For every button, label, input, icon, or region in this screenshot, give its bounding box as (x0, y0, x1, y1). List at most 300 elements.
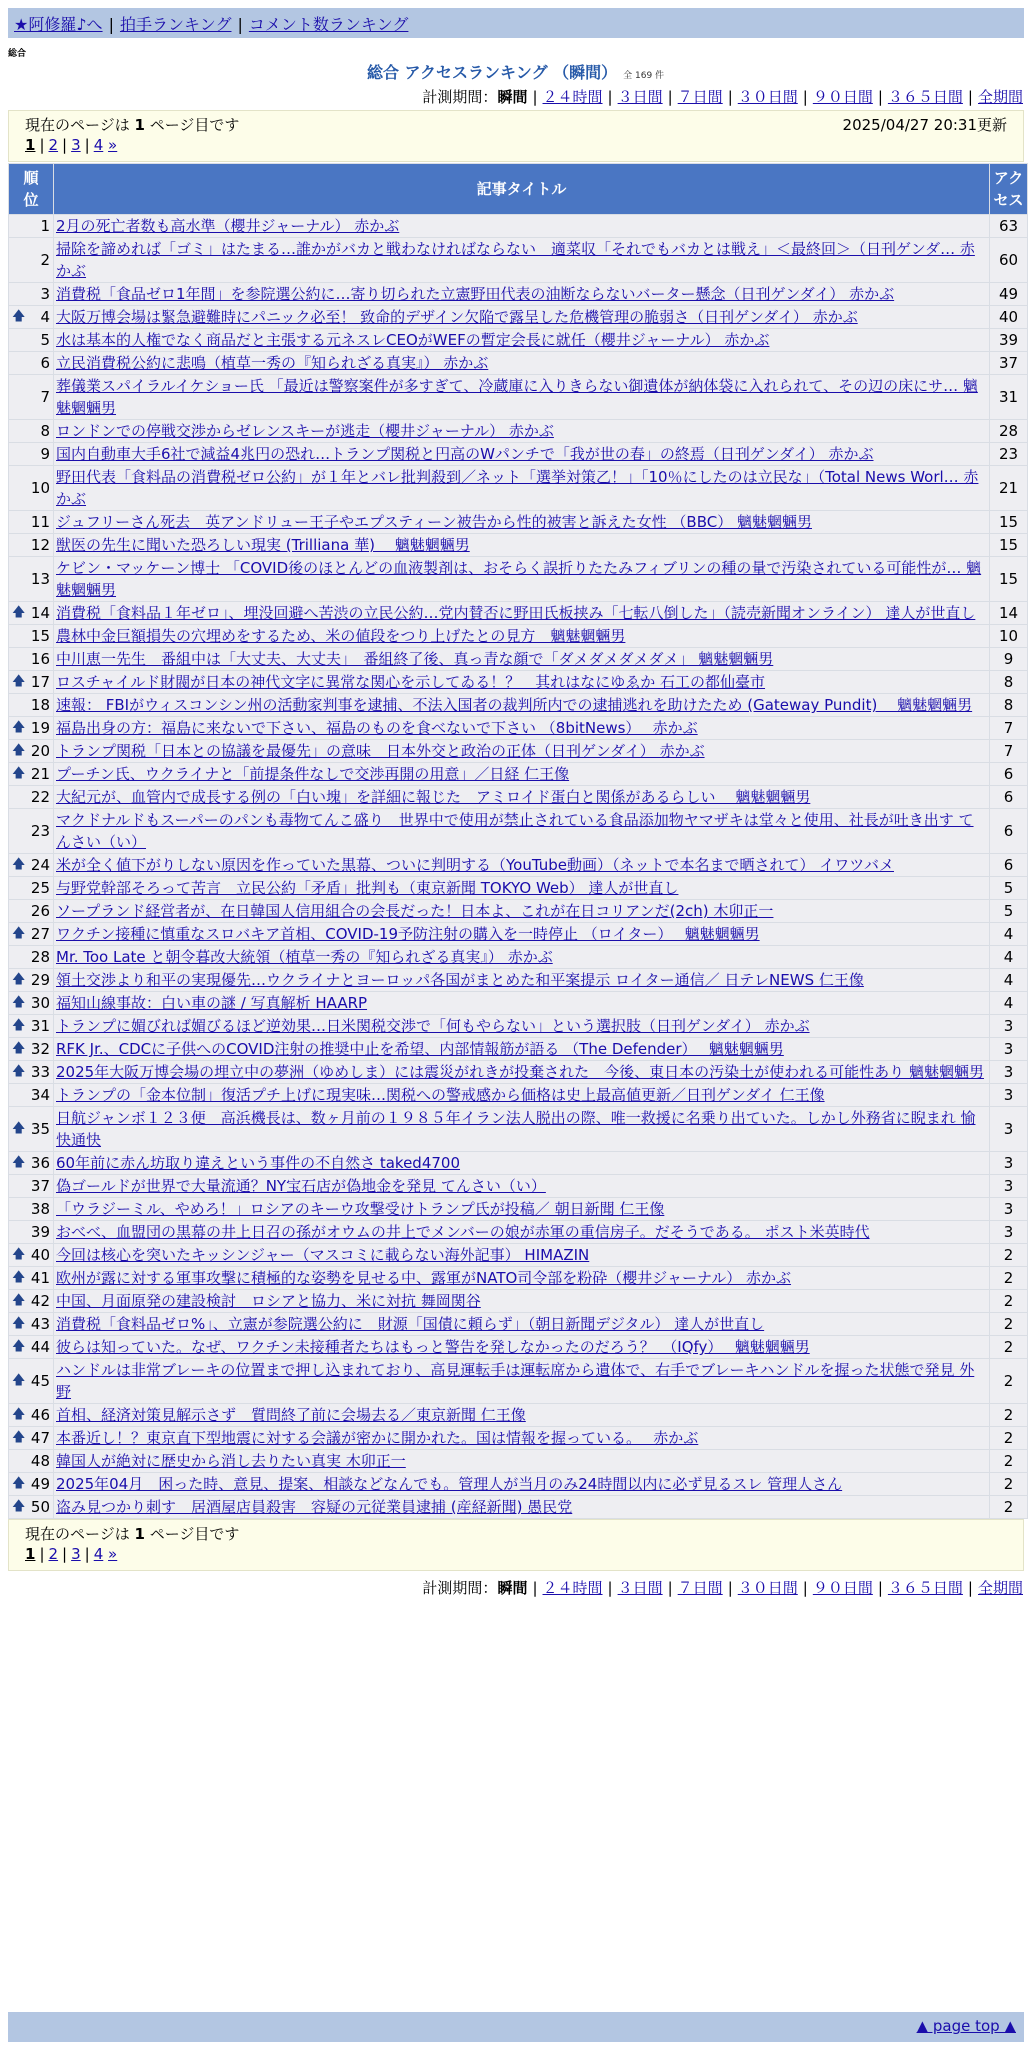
title-cell (54, 534, 989, 556)
up-arrow-icon: 🡅 (12, 995, 26, 1010)
period-link[interactable]: 全期間 (977, 88, 1023, 106)
title-cell (54, 809, 989, 853)
rank-number: 34 (30, 1086, 50, 1104)
article-link[interactable]: RFK Jr.、CDCに子供へのCOVID注射の推奨中止を希望、内部情報筋が語る （The Defender） 魑魅魍魎男 (56, 1040, 784, 1058)
access-count: 7 (990, 717, 1027, 739)
article-link[interactable]: ロンドンでの停戦交渉からゼレンスキーが逃走（櫻井ジャーナル） 赤かぶ (56, 422, 554, 440)
period-link[interactable]: ９０日間 (812, 88, 873, 106)
access-count: 60 (990, 238, 1027, 282)
rank-cell (9, 763, 53, 785)
access-count: 3 (990, 1038, 1027, 1060)
table-row (9, 1450, 1027, 1472)
updated-timestamp: 2025/04/27 20:31更新 (842, 116, 1007, 134)
rank-cell (9, 557, 53, 601)
table-row (9, 1221, 1027, 1243)
up-arrow-icon: 🡅 (12, 1155, 26, 1170)
rank-number: 30 (30, 994, 50, 1012)
table-row (9, 786, 1027, 808)
article-link[interactable]: 首相、経済対策見解示さず 質問終了前に会場去る／東京新聞 仁王像 (56, 1406, 526, 1424)
up-arrow-icon: 🡅 (12, 674, 26, 689)
period-separator: | (607, 1579, 613, 1597)
rank-number: 39 (30, 1223, 50, 1241)
title-cell (54, 1152, 989, 1174)
title-cell (54, 1084, 989, 1106)
article-link[interactable]: ソープランド経営者が、在日韓国人信用組合の会長だった！日本よ、これが在日コリアンだ(2ch) 木卯正一 (56, 902, 774, 920)
table-row (9, 1198, 1027, 1220)
period-selector-bottom (422, 1577, 1023, 1598)
title-cell (54, 1496, 989, 1518)
article-link[interactable]: トランプに媚びれば媚びるほど逆効果…日米関税交渉で「何もやらない」という選択肢（日刊ゲンダイ） 赤かぶ (56, 1017, 810, 1035)
article-link[interactable]: 消費税「食料品１年ゼロ」、埋没回避へ苦渋の立民公約…党内賛否に野田氏板挟み「七転八倒した」（読売新聞オンライン） 達人が世直し (56, 604, 976, 622)
article-link[interactable]: 偽ゴールドが世界で大量流通？NY宝石店が偽地金を発見 てんさい（い） (56, 1177, 546, 1195)
rank-number: 1 (40, 217, 50, 235)
rank-cell (9, 1496, 53, 1518)
table-row (9, 1152, 1027, 1174)
table-row (9, 625, 1027, 647)
title-cell (54, 1336, 989, 1358)
period-separator: | (877, 88, 883, 106)
table-row (9, 1084, 1027, 1106)
title-cell (54, 1313, 989, 1335)
access-count: 4 (990, 969, 1027, 991)
pager-link[interactable]: 4 (93, 1545, 104, 1563)
article-link[interactable]: ケビン・マッケーン博士 「COVID後のほとんどの血液製剤は、おそらく誤折りたたみフィブリンの種の量で汚染されている可能性が… 魑魅魍魎男 (56, 559, 982, 599)
article-link[interactable]: 2月の死亡者数も高水準（櫻井ジャーナル） 赤かぶ (56, 217, 400, 235)
period-link[interactable]: ７日間 (677, 88, 723, 106)
rank-cell (9, 854, 53, 876)
access-count: 5 (990, 877, 1027, 899)
article-link[interactable]: おべべ、血盟団の黒幕の井上日召の孫がオウムの井上でメンバーの娘が赤軍の重信房子。だそうである。 ポスト米英時代 (56, 1223, 870, 1241)
bottom-bar (8, 2012, 1024, 2042)
article-link[interactable]: 2025年04月 困った時、意見、提案、相談などなんでも。管理人が当月のみ24時間以内に必ず見るスレ 管理人さん (56, 1475, 843, 1493)
table-row (9, 1244, 1027, 1266)
article-link[interactable]: 野田代表「食料品の消費税ゼロ公約」が１年とバレ批判殺到／ネット「選挙対策乙！」「10％にしたのは立民な」（Total News Worl… 赤かぶ (56, 468, 979, 508)
access-count: 2 (990, 1473, 1027, 1495)
rank-cell (9, 969, 53, 991)
pager-current: 1 (25, 1545, 36, 1563)
access-count: 31 (990, 375, 1027, 419)
access-count: 8 (990, 694, 1027, 716)
period-link[interactable]: ３６５日間 (887, 1579, 963, 1597)
header-access: アクセス (990, 164, 1027, 214)
table-row (9, 648, 1027, 670)
nav-link-clap-ranking[interactable]: 拍手ランキング (119, 15, 232, 34)
up-arrow-icon: 🡅 (12, 1373, 26, 1388)
rank-cell (9, 1244, 53, 1266)
title-cell (54, 329, 989, 351)
pager-link[interactable]: 2 (48, 1545, 59, 1563)
rank-cell (9, 511, 53, 533)
period-label: 計測期間： (422, 88, 498, 106)
article-link[interactable]: 国内自動車大手6社で減益4兆円の恐れ…トランプ関税と円高のWパンチで「我が世の春」の終焉（日刊ゲンダイ） 赤かぶ (56, 445, 874, 463)
period-link[interactable]: ７日間 (677, 1579, 723, 1597)
title-cell (54, 1061, 989, 1083)
rank-cell (9, 717, 53, 739)
nav-separator: | (108, 15, 114, 34)
article-link[interactable]: 2025年大阪万博会場の埋立中の夢洲（ゆめしま）には震災がれきが投棄された 今後、東日本の汚染土が使われる可能性あり 魑魅魍魎男 (56, 1063, 984, 1081)
period-link[interactable]: ３０日間 (737, 88, 798, 106)
rank-cell (9, 900, 53, 922)
rank-number: 36 (30, 1154, 50, 1172)
access-count: 2 (990, 1450, 1027, 1472)
period-separator: | (607, 88, 613, 106)
table-row (9, 1038, 1027, 1060)
rank-number: 28 (30, 948, 50, 966)
title-cell (54, 717, 989, 739)
article-link[interactable]: 盗み見つかり刺す 居酒屋店員殺害 容疑の元従業員逮捕 (産経新聞) 愚民党 (56, 1498, 573, 1516)
up-arrow-icon: 🡅 (12, 926, 26, 941)
rank-number: 50 (30, 1498, 50, 1516)
rank-number: 45 (30, 1372, 50, 1390)
rank-cell (9, 602, 53, 624)
table-row (9, 1061, 1027, 1083)
rank-number: 10 (30, 479, 50, 497)
period-selector-top (422, 86, 1023, 107)
table-row (9, 946, 1027, 968)
pager-separator: | (62, 136, 68, 154)
article-link[interactable]: 消費税「食料品ゼロ%」、立憲が参院選公約に 財源「国債に頼らず」（朝日新聞デジタル） 達人が世直し (56, 1315, 765, 1333)
rank-cell (9, 625, 53, 647)
table-row (9, 969, 1027, 991)
rank-cell (9, 946, 53, 968)
article-link[interactable]: 米が全く値下がりしない原因を作っていた黒幕、ついに判明する（YouTube動画）（ネットで本名まで晒されて） イワツバメ (56, 856, 894, 874)
pager-separator: | (84, 136, 90, 154)
title-cell (54, 602, 989, 624)
table-row (9, 1473, 1027, 1495)
table-row (9, 420, 1027, 442)
title-cell (54, 215, 989, 237)
article-link[interactable]: 60年前に赤ん坊取り違えという事件の不自然さ taked4700 (56, 1154, 461, 1172)
title-cell (54, 1175, 989, 1197)
article-link[interactable]: 立民消費税公約に悲鳴（植草一秀の『知られざる真実』） 赤かぶ (56, 354, 489, 372)
article-link[interactable]: 韓国人が絶対に歴史から消し去りたい真実 木卯正一 (56, 1452, 406, 1470)
article-link[interactable]: ワクチン接種に慎重なスロバキア首相、COVID-19予防注射の購入を一時停止 （ロイター） 魑魅魍魎男 (56, 925, 760, 943)
rank-number: 40 (30, 1246, 50, 1264)
rank-number: 4 (40, 308, 50, 326)
access-count: 37 (990, 352, 1027, 374)
rank-cell (9, 443, 53, 465)
period-separator: | (802, 1579, 808, 1597)
up-arrow-icon: 🡅 (12, 1407, 26, 1422)
table-row (9, 238, 1027, 282)
title-cell (54, 466, 989, 510)
rank-number: 13 (30, 570, 50, 588)
table-row (9, 1496, 1027, 1518)
up-arrow-icon: 🡅 (12, 1041, 26, 1056)
rank-cell (9, 1313, 53, 1335)
table-row (9, 215, 1027, 237)
top-nav (8, 8, 1024, 38)
rank-number: 20 (30, 742, 50, 760)
rank-cell (9, 740, 53, 762)
pager-current: 1 (25, 136, 36, 154)
table-row (9, 809, 1027, 853)
table-row (9, 1359, 1027, 1403)
pager-next-link[interactable]: » (108, 1545, 118, 1563)
access-count: 2 (990, 1427, 1027, 1449)
article-link[interactable]: マクドナルドもスーパーのパンも毒物てんこ盛り 世界中で使用が禁止されている食品添加物ヤマザキは堂々と使用、社長が吐き出す てんさい（い） (56, 811, 974, 851)
article-link[interactable]: 日航ジャンボ１２３便 高浜機長は、数ヶ月前の１９８５年イラン法人脱出の際、唯一救援に名乗り出ていた。しかし外務省に睨まれ 愉快通快 (56, 1109, 976, 1149)
article-link[interactable]: 葬儀業スパイラルイケショー氏 「最近は警察案件が多すぎて、冷蔵庫に入りきらない御遺体が納体袋に入れられて、その辺の床にサ… 魑魅魍魎男 (56, 377, 978, 417)
rank-number: 5 (40, 331, 50, 349)
access-count: 2 (990, 1290, 1027, 1312)
title-cell (54, 763, 989, 785)
article-link[interactable]: 消費税「食品ゼロ1年間」を参院選公約に…寄り切られた立憲野田代表の油断ならないバーター懸念（日刊ゲンダイ） 赤かぶ (56, 285, 895, 303)
pager-link[interactable]: 3 (71, 1545, 81, 1563)
table-row (9, 557, 1027, 601)
access-count: 28 (990, 420, 1027, 442)
title-cell (54, 306, 989, 328)
table-row (9, 1015, 1027, 1037)
title-cell (54, 923, 989, 945)
article-link[interactable]: 大紀元が、血管内で成長する例の「白い塊」を詳細に報じた アミロイド蛋白と関係があるらしい 魑魅魍魎男 (56, 788, 811, 806)
nav-link-home[interactable]: ★阿修羅♪へ (14, 15, 103, 34)
rank-number: 12 (30, 536, 50, 554)
rank-cell (9, 1427, 53, 1449)
rank-number: 33 (30, 1063, 50, 1081)
rank-cell (9, 694, 53, 716)
up-arrow-icon: 🡅 (12, 1430, 26, 1445)
article-link[interactable]: 彼らは知っていた。なぜ、ワクチン未接種者たちはもっと警告を発しなかったのだろう？ （IQfy） 魑魅魍魎男 (56, 1338, 810, 1356)
rank-number: 15 (30, 627, 50, 645)
rank-number: 48 (30, 1452, 50, 1470)
table-row (9, 602, 1027, 624)
period-link[interactable]: ２４時間 (542, 88, 603, 106)
table-row (9, 877, 1027, 899)
article-link[interactable]: プーチン氏、ウクライナと「前提条件なしで交渉再開の用意」／日経 仁王像 (56, 765, 570, 783)
article-link[interactable]: トランプの「金本位制」復活プチ上げに現実味…関税への警戒感から価格は史上最高値更新／日刊ゲンダイ 仁王像 (56, 1086, 825, 1104)
title-cell (54, 1290, 989, 1312)
header-title: 記事タイトル (54, 164, 989, 214)
up-arrow-icon: 🡅 (12, 1121, 26, 1136)
table-row (9, 923, 1027, 945)
access-count: 15 (990, 534, 1027, 556)
period-separator: | (877, 1579, 883, 1597)
rank-cell (9, 877, 53, 899)
table-row (9, 329, 1027, 351)
article-link[interactable]: 「ウラジーミル、やめろ！」ロシアのキーウ攻撃受けトランプ氏が投稿／ 朝日新聞 仁王像 (56, 1200, 665, 1218)
period-link[interactable]: ９０日間 (812, 1579, 873, 1597)
article-link[interactable]: 水は基本的人権でなく商品だと主張する元ネスレCEOがWEFの暫定会長に就任（櫻井ジャーナル） 赤かぶ (56, 331, 770, 349)
pager-separator: | (84, 1545, 90, 1563)
period-link[interactable]: 全期間 (977, 1579, 1023, 1597)
rank-cell (9, 1290, 53, 1312)
access-count: 3 (990, 1061, 1027, 1083)
article-link[interactable]: ハンドルは非常ブレーキの位置まで押し込まれており、高見運転手は運転席から遺体で、右手でブレーキハンドルを握った状態で発見 外野 (56, 1361, 975, 1401)
rank-cell (9, 1175, 53, 1197)
info-box-bottom (8, 1519, 1024, 1571)
rank-number: 46 (30, 1406, 50, 1424)
title-cell (54, 854, 989, 876)
table-row (9, 1267, 1027, 1289)
up-arrow-icon: 🡅 (12, 766, 26, 781)
title-cell (54, 648, 989, 670)
article-link[interactable]: 領土交渉より和平の実現優先…ウクライナとヨーロッパ各国がまとめた和平案提示 ロイター通信／ 日テレNEWS 仁王像 (56, 971, 864, 989)
table-row (9, 1175, 1027, 1197)
title-cell (54, 877, 989, 899)
period-link[interactable]: ３６５日間 (887, 88, 963, 106)
title-cell (54, 557, 989, 601)
table-row (9, 671, 1027, 693)
article-link[interactable]: 福島出身の方：福島に来ないで下さい、福島のものを食べないで下さい （8bitNews） 赤かぶ (56, 719, 698, 737)
pager-link[interactable]: 3 (71, 136, 81, 154)
up-arrow-icon: 🡅 (12, 857, 26, 872)
article-link[interactable]: 欧州が露に対する軍事攻撃に積極的な姿勢を見せる中、露軍がNATO司令部を粉砕（櫻井ジャーナル） 赤かぶ (56, 1269, 792, 1287)
rank-cell (9, 1198, 53, 1220)
title-cell (54, 1221, 989, 1243)
rank-cell (9, 1404, 53, 1426)
table-row (9, 306, 1027, 328)
article-link[interactable]: 今回は核心を突いたキッシンジャー（マスコミに載らない海外記事） HIMAZIN (56, 1246, 590, 1264)
period-label: 計測期間： (422, 1579, 498, 1597)
header-rank: 順位 (9, 164, 53, 214)
period-separator: | (667, 88, 673, 106)
period-link[interactable]: ３０日間 (737, 1579, 798, 1597)
article-link[interactable]: 中国、月面原発の建設検討 ロシアと協力、米に対抗 舞岡関谷 (56, 1292, 481, 1310)
period-link[interactable]: ３日間 (617, 88, 663, 106)
rank-cell (9, 1152, 53, 1174)
pager-next-link[interactable]: » (108, 136, 118, 154)
table-row (9, 854, 1027, 876)
rank-cell (9, 283, 53, 305)
article-link[interactable]: トランプ関税「日本との協議を最優先」の意味 日本外交と政治の正体（日刊ゲンダイ） 赤かぶ (56, 742, 705, 760)
up-arrow-icon: 🡅 (12, 1247, 26, 1262)
rank-cell (9, 306, 53, 328)
title-cell (54, 671, 989, 693)
rank-cell (9, 534, 53, 556)
rank-number: 9 (40, 445, 50, 463)
nav-link-comment-ranking[interactable]: コメント数ランキング (248, 15, 409, 34)
access-count: 6 (990, 763, 1027, 785)
rank-cell (9, 1221, 53, 1243)
access-count: 8 (990, 671, 1027, 693)
rank-number: 23 (30, 822, 50, 840)
title-cell (54, 511, 989, 533)
table-row (9, 694, 1027, 716)
rank-number: 22 (30, 788, 50, 806)
rank-cell (9, 420, 53, 442)
table-row (9, 992, 1027, 1014)
article-link[interactable]: 大阪万博会場は緊急避難時にパニック必至！ 致命的デザイン欠陥で露呈した危機管理の脆弱さ（日刊ゲンダイ） 赤かぶ (56, 308, 858, 326)
article-link[interactable]: 福知山線事故：白い車の謎 / 写真解析 HAARP (56, 994, 368, 1012)
rank-number: 16 (30, 650, 50, 668)
access-count: 15 (990, 557, 1027, 601)
period-link[interactable]: ３日間 (617, 1579, 663, 1597)
rank-cell (9, 1061, 53, 1083)
up-arrow-icon: 🡅 (12, 743, 26, 758)
rank-number: 47 (30, 1429, 50, 1447)
rank-number: 24 (30, 856, 50, 874)
rank-cell (9, 992, 53, 1014)
rank-number: 29 (30, 971, 50, 989)
rank-number: 49 (30, 1475, 50, 1493)
up-arrow-icon: 🡅 (12, 1064, 26, 1079)
access-count: 9 (990, 648, 1027, 670)
access-count: 15 (990, 511, 1027, 533)
table-row (9, 443, 1027, 465)
current-page-text-bottom: 現在のページは 1 ページ目です (25, 1525, 240, 1543)
page-top-link[interactable]: ▲ page top ▲ (916, 2017, 1016, 2035)
table-row (9, 352, 1027, 374)
article-link[interactable]: ロスチャイルド財閥が日本の神代文字に異常な関心を示してゐる！？ 其れはなにゆゑか 石工の都仙臺市 (56, 673, 766, 691)
access-count: 23 (990, 443, 1027, 465)
access-count: 2 (990, 1496, 1027, 1518)
rank-number: 44 (30, 1338, 50, 1356)
rank-number: 7 (40, 388, 50, 406)
period-separator: | (727, 1579, 733, 1597)
ranking-table (8, 163, 1028, 1519)
access-count: 4 (990, 992, 1027, 1014)
article-link[interactable]: 農林中金巨額損失の穴埋めをするため、米の値段をつり上げたとの見方 魑魅魍魎男 (56, 627, 626, 645)
rank-number: 8 (40, 422, 50, 440)
info-box-top (8, 110, 1024, 162)
title-cell (54, 1107, 989, 1151)
period-link[interactable]: ２４時間 (542, 1579, 603, 1597)
up-arrow-icon: 🡅 (12, 1339, 26, 1354)
period-separator: | (802, 88, 808, 106)
table-row (9, 900, 1027, 922)
title-cell (54, 1038, 989, 1060)
article-link[interactable]: 掃除を諦めれば「ゴミ」はたまる…誰かがバカと戦わなければならない 適菜収「それでもバカとは戦え」＜最終回＞（日刊ゲンダ… 赤かぶ (56, 240, 975, 280)
table-row (9, 1107, 1027, 1151)
title-cell (54, 900, 989, 922)
article-link[interactable]: Mr. Too Late と朝令暮改大統領（植草一秀の『知られざる真実』） 赤かぶ (56, 948, 553, 966)
access-count: 5 (990, 900, 1027, 922)
rank-cell (9, 215, 53, 237)
article-link[interactable]: ジュフリーさん死去 英アンドリュー王子やエプスティーン被告から性的被害と訴えた女性 （BBC） 魑魅魍魎男 (56, 513, 812, 531)
pager-separator: | (39, 1545, 45, 1563)
rank-cell (9, 923, 53, 945)
access-count: 3 (990, 1221, 1027, 1243)
table-row (9, 1290, 1027, 1312)
article-link[interactable]: 獣医の先生に聞いた恐ろしい現実 (Trilliana 華) 魑魅魍魎男 (56, 536, 470, 554)
rank-number: 2 (40, 251, 50, 269)
title-cell (54, 1015, 989, 1037)
rank-number: 17 (30, 673, 50, 691)
access-count: 3 (990, 1198, 1027, 1220)
rank-number: 25 (30, 879, 50, 897)
access-count: 6 (990, 854, 1027, 876)
rank-cell (9, 352, 53, 374)
rank-cell (9, 466, 53, 510)
period-separator: | (727, 88, 733, 106)
rank-cell (9, 238, 53, 282)
title-cell (54, 238, 989, 282)
title-cell (54, 946, 989, 968)
up-arrow-icon: 🡅 (12, 1270, 26, 1285)
pager-link[interactable]: 2 (48, 136, 59, 154)
period-current: 瞬間 (497, 88, 528, 106)
up-arrow-icon: 🡅 (12, 605, 26, 620)
title-cell (54, 1427, 989, 1449)
current-page-text: 現在のページは 1 ページ目です (25, 116, 240, 134)
table-row (9, 1427, 1027, 1449)
title-cell (54, 694, 989, 716)
rank-number: 32 (30, 1040, 50, 1058)
up-arrow-icon: 🡅 (12, 1018, 26, 1033)
article-link[interactable]: 中川恵一先生 番組中は「大丈夫、大丈夫」 番組終了後、真っ青な顔で「ダメダメダメダメ」 魑魅魍魎男 (56, 650, 774, 668)
rank-cell (9, 1038, 53, 1060)
nav-separator: | (237, 15, 243, 34)
access-count: 3 (990, 1015, 1027, 1037)
article-link[interactable]: 本番近し！？東京直下型地震に対する会議が密かに開かれた。国は情報を握っている。 赤かぶ (56, 1429, 699, 1447)
table-row (9, 1336, 1027, 1358)
access-count: 2 (990, 1336, 1027, 1358)
title-cell (54, 625, 989, 647)
pager-link[interactable]: 4 (93, 136, 104, 154)
article-link[interactable]: 与野党幹部そろって苦言 立民公約「矛盾」批判も（東京新聞 TOKYO Web） 達人が世直し (56, 879, 679, 897)
article-link[interactable]: 速報： FBIがウィスコンシン州の活動家判事を逮捕、不法入国者の裁判所内での逮捕逃れを助けたため (Gateway Pundit) 魑魅魍魎男 (56, 696, 973, 714)
